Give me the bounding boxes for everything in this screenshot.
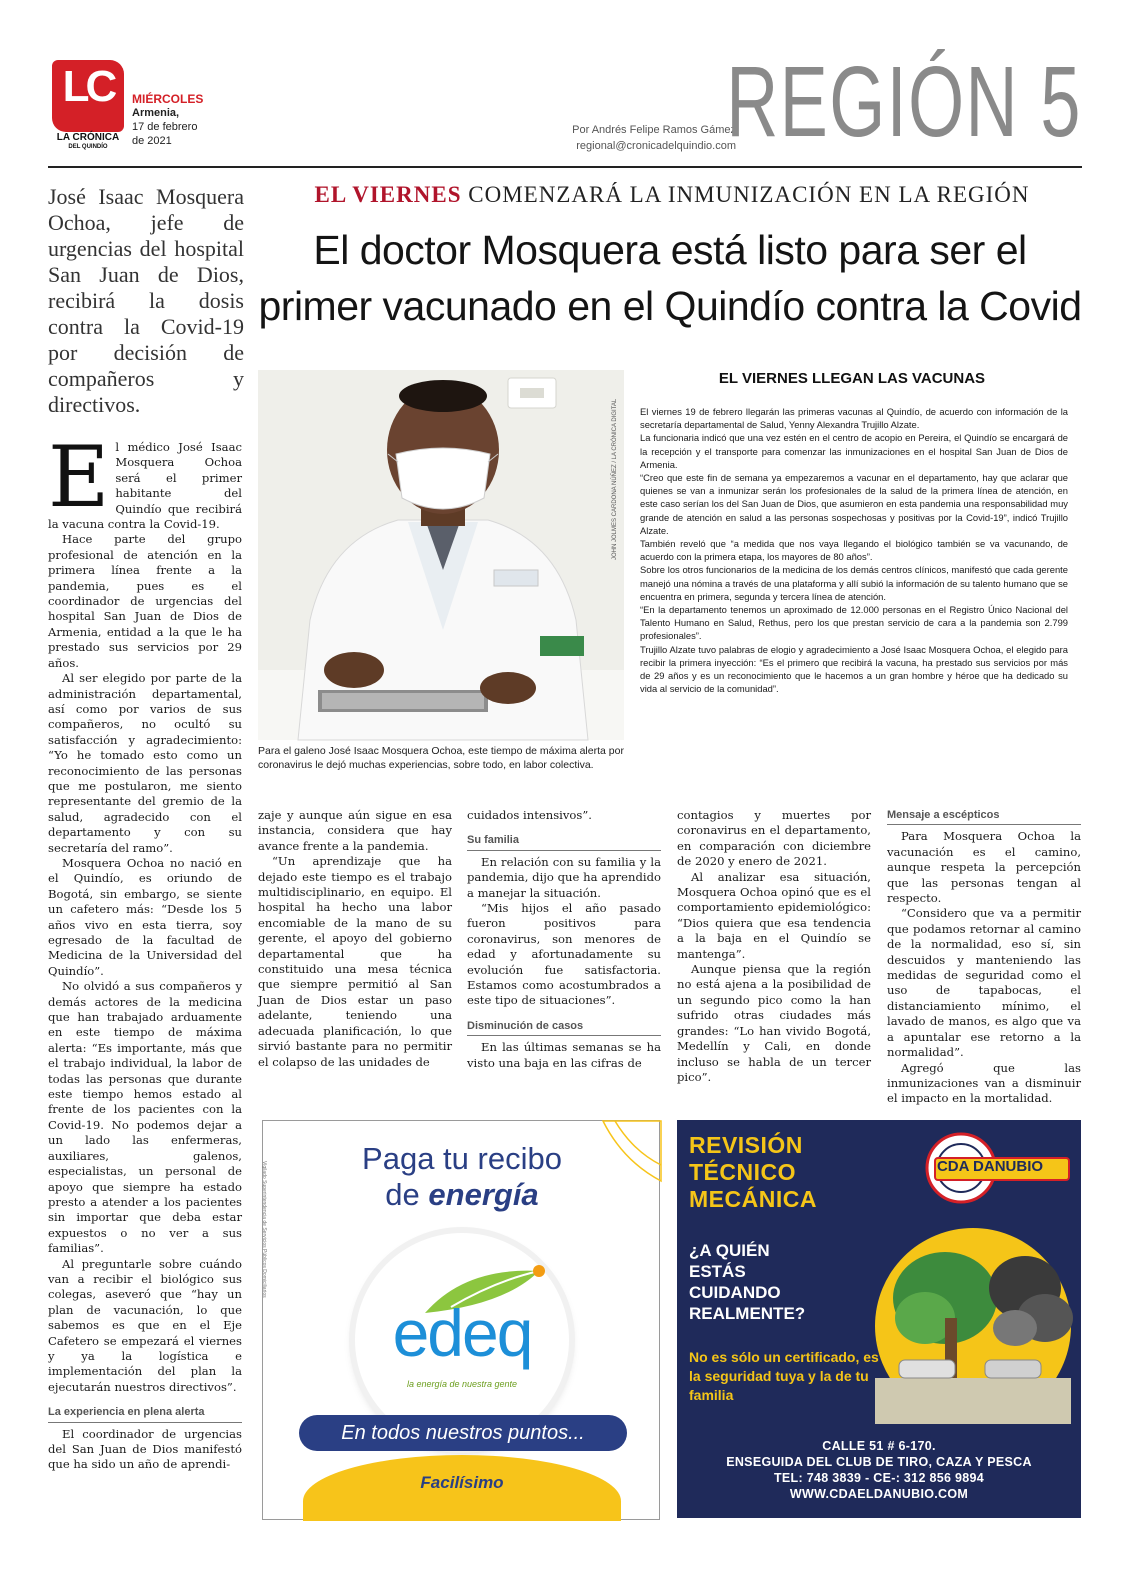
cda-question-line: ¿A QUIÉN xyxy=(689,1241,770,1260)
cda-note: No es sólo un certificado, es la seguridad tuya y la de tu familia xyxy=(689,1349,879,1403)
edeq-headline-2-pre: de xyxy=(385,1177,429,1212)
cda-address-block xyxy=(689,1438,1069,1502)
box-paragraph: También reveló que “a medida que nos vaya llegando el biológico también se va vacunando, de acuerdo con la primera etapa, los mayores de 80 años”. xyxy=(640,538,1068,563)
article-paragraph: Al analizar esa situación, Mosquera Ochoa opinó que es el comportamiento epidemiológico: “Dios quiera que esa tendencia a la baja en el Quindío se mantenga”. xyxy=(677,869,871,961)
cda-question-line: ESTÁS xyxy=(689,1262,746,1281)
article-opening-text: l médico José Isaac Mosquera Ochoa será el primer habitante del Quindío que recibirá la vacuna contra la Covid-19. xyxy=(48,440,242,532)
date-line-2: de 2021 xyxy=(132,135,172,147)
cda-title-line: MECÁNICA xyxy=(689,1186,817,1212)
edeq-fine-print: Vigilado Superintendencia de Servicios Públicos Domiciliarios xyxy=(261,1161,267,1298)
article-paragraph: “Un aprendizaje que ha dejado este tiempo es el trabajo multidisciplinario, en equipo. El hospital ha hecho una labor encomiable de la mano de su gerente, el apoyo del gobierno departamental que ha constituido una mesa técnica que siempre permitió al San Juan de Dios estar un paso adelante, teniendo una adecuada planificación, lo que sirvió bastante para no permitir el colapso de las unidades de xyxy=(258,854,452,1069)
headline xyxy=(252,222,1088,334)
subhead-disminucion: Disminución de casos xyxy=(467,1019,661,1036)
logo-letters: LC xyxy=(62,62,114,111)
box-paragraph: Sobre los otros funcionarios de la medicina de los demás centros clínicos, manifestó que cada gerente manejó una nómina a través de una plataforma y allí subió la información de su talento humano que se encuentra en primera, segunda y tercera línea de atención. xyxy=(640,564,1068,602)
subhead-escepticos: Mensaje a escépticos xyxy=(887,808,1081,825)
byline xyxy=(572,122,736,154)
header-divider xyxy=(48,166,1082,168)
article-paragraph: No olvidó a sus compañeros y demás actores de la medicina que han trabajado arduamente en este tiempo de máxima alerta: “Es importante, más que el trabajo individual, la labor de todas las personas que durante este tiempo hemos estado al frente de los pacientes con la Covid-19. No podemos dejar a un lado las enfermeras, auxiliares, galenos, especialistas, un personal de apoyo que siempre ha estado presto a atender a los pacientes sin importar que deba estar expuestos o no ver a sus familias”. xyxy=(48,979,242,1256)
box-title: EL VIERNES LLEGAN LAS VACUNAS xyxy=(718,370,986,387)
photo-credit: JOHN JOLMES CARDONA NÚÑEZ / LA CRÓNICA DIGITAL xyxy=(612,398,618,560)
article-paragraph xyxy=(48,428,242,532)
article-column-3 xyxy=(467,808,661,1071)
article-paragraph: Mosquera Ochoa no nació en el Quindío, es oriundo de Bogotá, sin embargo, se siente un cafetero más: “Desde los 5 años vivo en esta tierra, soy egresado de la facultad de Medicina de la Universidad del Quindío”. xyxy=(48,855,242,978)
headline-line-2: primer vacunado en el Quindío contra la Covid xyxy=(258,283,1082,329)
edeq-headline-2-bold: energía xyxy=(428,1177,539,1212)
cda-question xyxy=(689,1240,869,1324)
dropcap: E xyxy=(48,428,110,526)
edeq-footer-logo: Facilísimo xyxy=(420,1473,504,1492)
edeq-banner: En todos nuestros puntos... xyxy=(299,1415,627,1451)
subhead-experiencia: La experiencia en plena alerta xyxy=(48,1405,242,1422)
photo-caption: Para el galeno José Isaac Mosquera Ochoa, este tiempo de máxima alerta por coronavirus le dejó muchas experiencias, sobre todo, en labor colectiva. xyxy=(258,745,624,771)
date-weekday: MIÉRCOLES xyxy=(132,92,204,106)
article-paragraph: cuidados intensivos”. xyxy=(467,808,592,822)
kicker-rest: COMENZARÁ LA INMUNIZACIÓN EN LA REGIÓN xyxy=(468,182,1030,207)
article-paragraph: Al preguntarle sobre cuándo van a recibir el biológico sus colegas, aseveró que “hay un plan de vacunación, lo que sabemos es que en el Eje Cafetero se empezará el viernes y ya la logística e implementación del plan la ejecutarán nuestros directivos”. xyxy=(48,1256,242,1394)
box-paragraph: “Creo que este fin de semana ya empezaremos a vacunar en el departamento, hay que aclarar que quienes se van a inmunizar serán los profesionales de la salud de la primera línea de atención, en este caso serían los del San Juan de Dios, que asumieron en esta pandemia una responsabilidad muy grande de atención en salud a las personas sospechosas y positivas por la Covid-19”, indicó Trujillo Alzate. xyxy=(640,472,1068,536)
edeq-brand: edeq xyxy=(392,1296,532,1370)
article-column-5 xyxy=(887,808,1081,1107)
article-column-1 xyxy=(48,428,242,1473)
cda-address-line-1: CALLE 51 # 6-170. xyxy=(822,1439,936,1453)
article-paragraph: “Considero que va a permitir que podamos retornar al camino de la normalidad, eso sí, sin descuidos y manteniendo las medidas de seguridad como el uso de tapabocas, el distanciamiento mínimo, el lavado de manos, es algo que va a apuntalar ese retorno a la normalidad”. xyxy=(887,906,1081,1060)
cda-title-line: TÉCNICO xyxy=(689,1159,796,1185)
cda-title-line: REVISIÓN xyxy=(689,1132,803,1158)
article-paragraph: zaje y aunque aún sigue en esa instancia, considera que hay avance frente a la pandemia. xyxy=(258,808,452,853)
box-paragraph: “En la departamento tenemos un aproximado de 12.000 personas en el Registro Único Nacional del Talento Humano en Salud, Rethus, pero los que prestan servicio de cara a la pandemia son 2.799 profesionales”. xyxy=(640,604,1068,642)
kicker xyxy=(262,182,1082,208)
article-paragraph: Hace parte del grupo profesional de atención en la primera línea frente a la pandemia, pues es el coordinador de urgencias del hospital San Juan de Dios de Armenia, entidad a la que le ha prestado sus servicios por 29 años. xyxy=(48,532,242,670)
cda-title xyxy=(689,1132,889,1213)
section-title: REGIÓN 5 xyxy=(726,46,1082,158)
article-paragraph: En relación con su familia y la pandemia, dijo que ha aprendido a manejar la situación. xyxy=(467,854,661,900)
cda-phones: TEL: 748 3839 - CE-: 312 856 9894 xyxy=(773,1471,984,1485)
box-body xyxy=(640,405,1068,695)
cda-advertisement xyxy=(677,1120,1081,1518)
tree-and-car-icon xyxy=(875,1228,1071,1424)
logo-subtitle: DEL QUINDÍO xyxy=(68,144,108,150)
article-paragraph: Para Mosquera Ochoa la vacunación es el camino, aunque respeta la percepción que las personas tengan al respecto. xyxy=(887,829,1081,906)
article-paragraph: Al ser elegido por parte de la administración departamental, así como por varios de sus compañeros, no ocultó su satisfacción y agradecimiento: “Yo he tomado esto como un reconocimiento de las personas que me postularon, me siento representante del gremio de la salud, agradecido con el departamento y con su secretaría del ramo”. xyxy=(48,671,242,855)
article-paragraph: El coordinador de urgencias del San Juan de Dios manifestó que ha sido un año de aprendi- xyxy=(48,1426,242,1472)
headline-line-1: El doctor Mosquera está listo para ser el xyxy=(313,227,1027,273)
cda-illustration xyxy=(875,1228,1071,1424)
byline-email: regional@cronicadelquindio.com xyxy=(576,140,736,152)
edeq-headline-1: Paga tu recibo xyxy=(362,1141,562,1176)
edeq-headline-2 xyxy=(263,1177,661,1213)
cda-website: WWW.CDAELDANUBIO.COM xyxy=(789,1487,969,1501)
doctor-photo xyxy=(258,370,624,740)
subhead-familia: Su familia xyxy=(467,833,661,850)
logo-name: LA CRÓNICA xyxy=(56,132,120,143)
box-paragraph: El viernes 19 de febrero llegarán las primeras vacunas al Quindío, de acuerdo con información de la secretaría departamental de Salud, Yenny Alexandra Trujillo Alzate. xyxy=(640,406,1068,431)
cda-address-line-2: ENSEGUIDA DEL CLUB DE TIRO, CAZA Y PESCA xyxy=(726,1455,1032,1469)
cda-question-line: CUIDANDO xyxy=(689,1283,781,1302)
article-paragraph: contagios y muertes por coronavirus en el departamento, en comparación con diciembre de 2020 y enero de 2021. xyxy=(677,808,871,869)
cda-question-line: REALMENTE? xyxy=(689,1304,806,1323)
doctor-illustration xyxy=(258,370,624,740)
date-city: Armenia, xyxy=(132,107,180,119)
cda-logo-text: CDA DANUBIO xyxy=(936,1158,1044,1175)
byline-author: Por Andrés Felipe Ramos Gámez xyxy=(572,124,736,136)
edeq-advertisement xyxy=(262,1120,660,1520)
box-paragraph: Trujillo Alzate tuvo palabras de elogio y agradecimiento a José Isaac Mosquera Ochoa, el elegido para recibir la primera inyección: “Es el primero que recibirá la vacuna, ha prestado sus servicios por más de 29 años y es un reconocimiento que le hacemos a un gran hombre y héroe que ha dedicado su vida al servicio de la comunidad”. xyxy=(640,643,1068,695)
kicker-highlight: EL VIERNES xyxy=(314,182,462,207)
box-paragraph: La funcionaria indicó que una vez estén en el centro de acopio en Pereira, el Quindío se encargará de la recepción y el transporte para comenzar las inmunizaciones en el hospital San Juan de Dios de Armenia. xyxy=(640,432,1068,470)
article-paragraph: En las últimas semanas se ha visto una baja en las cifras de xyxy=(467,1040,661,1070)
publication-date xyxy=(132,92,203,148)
article-paragraph: “Mis hijos el año pasado fueron positivos para coronavirus, son menores de edad y afortunadamente su evolución fue satisfactoria. Estamos como acostumbrados a este tipo de situaciones”. xyxy=(467,901,661,1008)
article-column-4 xyxy=(677,808,871,1085)
lead-summary: José Isaac Mosquera Ochoa, jefe de urgencias del hospital San Juan de Dios, recibirá la dosis contra la Covid-19 por decisión de compañeros y directivos. xyxy=(48,184,244,417)
edeq-tagline: la energía de nuestra gente xyxy=(406,1379,518,1389)
date-line-1: 17 de febrero xyxy=(132,121,198,133)
article-paragraph: Aunque piensa que la región no está ajena a la posibilidad de un segundo pico como la han sufrido otras ciudades más grandes: “Lo han vivido Bogotá, Medellín y Cali, en donde incluso se habla de un tercer pico”. xyxy=(677,962,871,1084)
article-column-2 xyxy=(258,808,452,1070)
newspaper-logo xyxy=(52,60,124,132)
article-paragraph: Agregó que las inmunizaciones van a disminuir el impacto en la mortalidad. xyxy=(887,1060,1081,1106)
